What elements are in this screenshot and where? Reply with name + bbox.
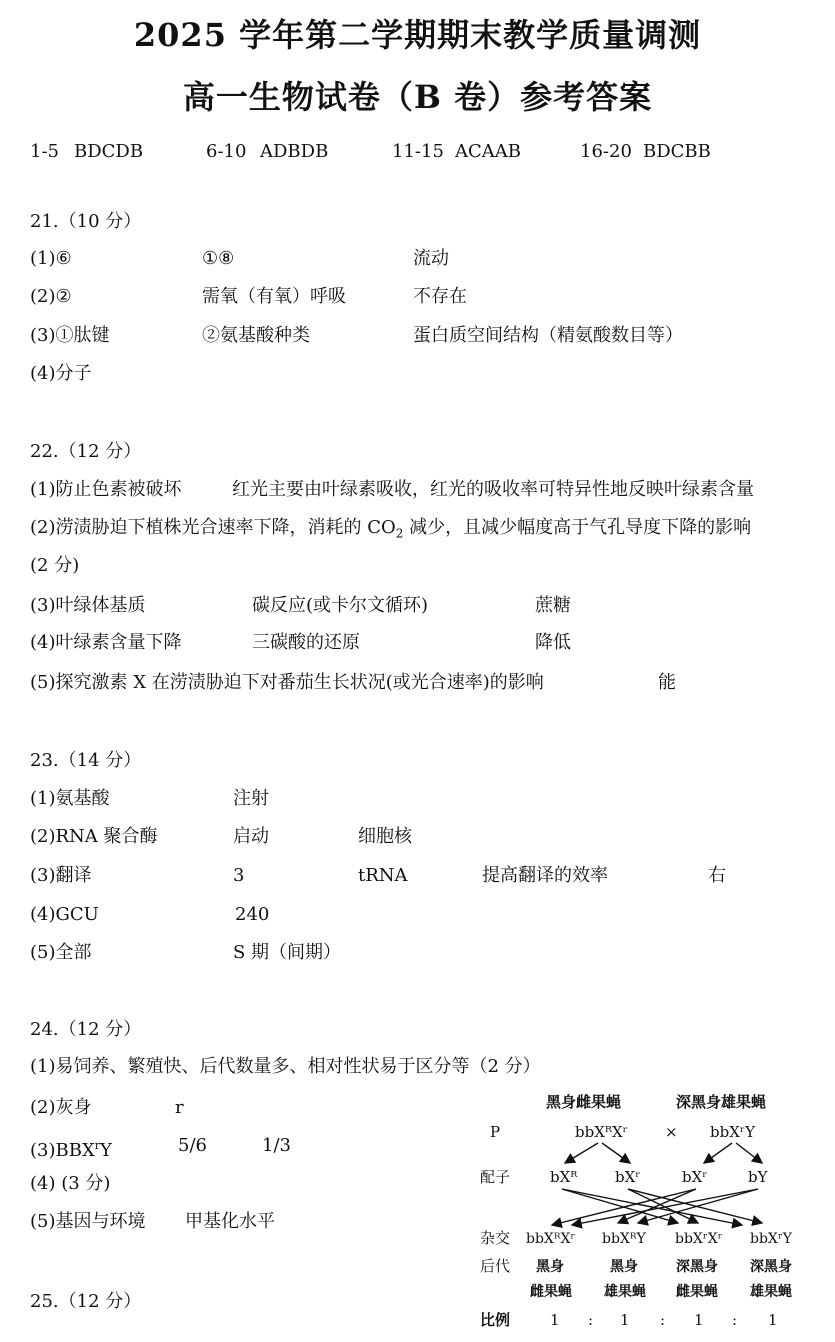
answer-cell: 右 [708, 865, 726, 886]
question-heading: 23.（14 分） [30, 750, 142, 771]
mc-range: 6-10 [206, 141, 247, 162]
answer-cell: 注射 [233, 788, 269, 809]
answer-cell: 流动 [413, 248, 449, 269]
female-genotype: bbXᴿXʳ [575, 1123, 628, 1141]
arrow [565, 1143, 598, 1163]
gamete: bXʳ [615, 1168, 641, 1186]
answer-cell: (4) (3 分) [30, 1173, 111, 1194]
answer-cell: (4)分子 [30, 363, 92, 384]
answer-cell: (1)氨基酸 [30, 788, 110, 809]
answer-row [30, 1210, 450, 1234]
offspring-label: 杂交 [480, 1229, 511, 1247]
answer-cell: 能 [658, 672, 676, 693]
offspring-genotype: bbXᴿXʳ [526, 1231, 576, 1247]
answer-cell: 240 [235, 904, 270, 925]
offspring-sex: 雌果蝇 [530, 1284, 572, 1300]
answer-cell: S 期（间期） [233, 942, 342, 963]
answer-cell [30, 1134, 112, 1163]
gamete: bY [748, 1168, 768, 1186]
answer-cell: (5)探究激素 X 在涝渍胁迫下对番茄生长状况(或光合速率)的影响 [30, 672, 544, 693]
answer-row [30, 864, 810, 888]
genotype-text: Y [100, 1140, 112, 1161]
answer-cell: (4)叶绿素含量下降 [30, 632, 182, 653]
subscript: 2 [395, 526, 404, 541]
ratio-separator: : [660, 1311, 666, 1329]
answer-row [30, 285, 810, 309]
offspring-label: 后代 [480, 1257, 511, 1275]
answer-cell: (3)叶绿体基质 [30, 595, 146, 616]
offspring-phenotype: 深黑身 [676, 1259, 718, 1275]
answer-text: 减少，且减少幅度高于气孔导度下降的影响 [403, 517, 752, 538]
mc-answer: BDCDB [74, 141, 144, 162]
ratio-label: 比例 [480, 1311, 511, 1329]
male-parent-label: 深黑身雄果蝇 [676, 1093, 767, 1111]
answer-cell: 红光主要由叶绿素吸收，红光的吸收率可特异性地反映叶绿素含量 [232, 479, 754, 500]
answer-cell: 降低 [535, 632, 571, 653]
offspring-sex: 雌果蝇 [676, 1284, 718, 1300]
answer-cell: r [175, 1097, 184, 1118]
answer-row [30, 594, 810, 618]
gamete-label: 配子 [480, 1168, 511, 1186]
page-subtitle: 高一生物试卷（B 卷）参考答案 [182, 78, 653, 116]
arrow [602, 1143, 630, 1163]
answer-cell: 3 [233, 865, 245, 886]
offspring-phenotype: 深黑身 [750, 1259, 792, 1275]
answer-cell: tRNA [358, 865, 408, 886]
answer-row [30, 247, 810, 271]
offspring-genotype: bbXʳY [750, 1231, 792, 1247]
answer-cell: 细胞核 [358, 826, 412, 847]
question-heading: 24.（12 分） [30, 1019, 142, 1040]
answer-cell: 需氧（有氧）呼吸 [202, 286, 346, 307]
ratio-value: 1 [694, 1311, 704, 1329]
answer-row [30, 671, 810, 695]
question-heading: 22.（12 分） [30, 441, 142, 462]
ratio-separator: : [588, 1311, 594, 1329]
answer-row [30, 787, 810, 811]
question-heading: 25.（12 分） [30, 1291, 142, 1312]
arrow [736, 1143, 762, 1163]
answer-row [30, 631, 810, 655]
mc-answers [30, 140, 810, 166]
answer-row [30, 516, 751, 546]
answer-row [30, 478, 810, 502]
arrow [552, 1189, 696, 1225]
cross-sign: × [665, 1123, 678, 1141]
answer-cell: (2 分) [30, 555, 80, 576]
answer-cell: (2)② [30, 286, 72, 307]
answer-cell: 甲基化水平 [185, 1211, 275, 1232]
ratio-separator: : [732, 1311, 738, 1329]
ratio-value: 1 [768, 1311, 778, 1329]
offspring-genotype: bbXʳXʳ [675, 1231, 723, 1247]
answer-cell: 1/3 [262, 1135, 291, 1156]
answer-cell: 5/6 [178, 1135, 207, 1156]
mc-range: 16-20 [580, 141, 632, 162]
answer-cell: 碳反应(或卡尔文循环) [252, 595, 429, 616]
question-heading: 21.（10 分） [30, 211, 142, 232]
mc-answer: BDCBB [643, 141, 711, 162]
answer-cell: 三碳酸的还原 [252, 632, 360, 653]
answer-row [30, 324, 810, 348]
answer-cell: 蛋白质空间结构（精氨酸数目等） [413, 325, 683, 346]
ratio-value: 1 [620, 1311, 630, 1329]
offspring-phenotype: 黑身 [610, 1259, 638, 1275]
answer-cell: ①⑧ [202, 248, 235, 269]
answer-row [30, 903, 810, 927]
answer-cell: (1)⑥ [30, 248, 72, 269]
page-title: 2025 学年第二学期期末教学质量调测 [133, 16, 702, 54]
answer-row [30, 941, 810, 965]
offspring-genotype: bbXᴿY [602, 1231, 646, 1247]
male-genotype: bbXʳY [710, 1123, 755, 1141]
parent-generation-label: P [490, 1123, 501, 1141]
answer-cell: (2)灰身 [30, 1097, 92, 1118]
ratio-value: 1 [550, 1311, 560, 1329]
gamete: bXᴿ [550, 1168, 578, 1186]
arrow [704, 1143, 732, 1163]
offspring-phenotype: 黑身 [536, 1259, 564, 1275]
mc-answer: ADBDB [260, 141, 329, 162]
answer-cell: (4)GCU [30, 904, 99, 925]
answer-cell: (5)全部 [30, 942, 92, 963]
answer-cell: (3)翻译 [30, 865, 92, 886]
answer-row [30, 1096, 450, 1120]
answer-row [30, 825, 810, 849]
genotype-text: (3)BBX [30, 1140, 95, 1161]
genetic-cross-diagram [470, 1085, 830, 1342]
answer-cell: (1)防止色素被破坏 [30, 479, 182, 500]
answer-row [30, 1134, 450, 1161]
superscript: r [94, 1139, 101, 1152]
answer-cell: (2)RNA 聚合酶 [30, 826, 158, 847]
answer-cell: 启动 [233, 826, 269, 847]
offspring-sex: 雄果蝇 [750, 1284, 792, 1300]
answer-cell: 不存在 [413, 286, 467, 307]
answer-cell: (5)基因与环境 [30, 1211, 146, 1232]
offspring-sex: 雄果蝇 [604, 1284, 646, 1300]
female-parent-label: 黑身雌果蝇 [546, 1093, 622, 1111]
answer-cell: ②氨基酸种类 [202, 325, 310, 346]
mc-answer: ACAAB [455, 141, 521, 162]
answer-cell: 蔗糖 [535, 595, 571, 616]
mc-range: 11-15 [392, 141, 444, 162]
answer-text: (2)涝渍胁迫下植株光合速率下降，消耗的 CO [30, 517, 396, 538]
mc-range: 1-5 [30, 141, 59, 162]
answer-cell: (1)易饲养、繁殖快、后代数量多、相对性状易于区分等（2 分） [30, 1056, 541, 1077]
answer-cell: 提高翻译的效率 [482, 865, 608, 886]
answer-cell: (3)①肽键 [30, 325, 110, 346]
gamete: bXʳ [682, 1168, 708, 1186]
